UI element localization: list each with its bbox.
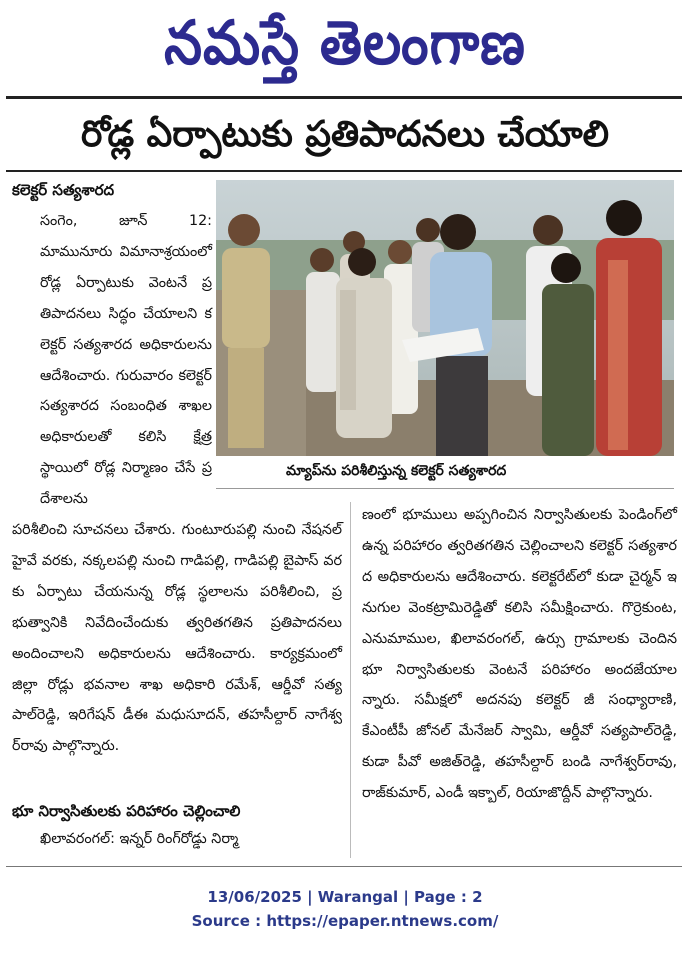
article-sub-lead: ఖిలావరంగల్: ఇన్నర్ రింగ్‌రోడ్డు నిర్మా	[40, 831, 239, 847]
article-column-foot	[12, 824, 342, 855]
footer-edition-info: 13/06/2025 | Warangal | Page : 2	[207, 888, 483, 906]
article-paragraph-right: ణంలో భూములు అప్పగించిన నిర్వాసితులకు పెండింగ్‌లో ఉన్న పరిహారం త్వరితగతిన చెల్లించాలని కలెక్టర్ సత్యశారద అధికారులను ఆదేశించారు. కలెక్టరేట్‌లో కుడా చైర్మన్ ఇనుగుల వెంకట్రామిరెడ్డితో కలిసి సమీక్షించారు. గొర్రెకుంట, ఎనుమాముల, ఖిలావరంగల్, ఉర్సు గ్రామాలకు చెందిన భూ నిర్వాసితులకు వెంటనే పరిహారం అందజేయాలన్నారు. సమీక్షలో అదనపు కలెక్టర్ జీ సంధ్యారాణి, కేఎంటీపీ జోనల్ మేనేజర్ స్వామి, ఆర్డీవో సత్యపాల్‌రెడ్డి, కుడా పీవో అజిత్‌రెడ్డి, తహసీల్దార్ బండి నాగేశ్వర్‌రావు, రాజ్‌కుమార్, ఎండీ ఇక్బాల్, రియాజొద్దీన్ పాల్గొన్నారు.	[362, 507, 677, 802]
column-divider	[350, 502, 351, 858]
masthead-logo: నమస్తే తెలంగాణ	[164, 7, 526, 78]
article-column-left	[12, 206, 212, 515]
article-lead-paragraph: సంగెం, జూన్ 12: మామునూరు విమానాశ్రయంలో రోడ్ల ఏర్పాటుకు వెంటనే ప్రతిపాదనలు సిద్ధం చేయాలని కలెక్టర్ సత్యశారద అధికారులను ఆదేశించారు. గురువారం కలెక్టర్ సత్యశారద సంబంధిత శాఖల అధికారులతో కలిసి క్షేత్రస్థాయిలో రోడ్ల నిర్మాణం చేసే ప్రదేశాలను	[40, 213, 212, 508]
article-photo	[216, 180, 674, 456]
photo-caption: మ్యాప్‌ను పరిశీలిస్తున్న కలెక్టర్ సత్యశారద	[286, 463, 507, 479]
article-byline: కలెక్టర్ సత్యశారద	[12, 181, 115, 199]
photo-illustration	[216, 180, 674, 456]
article-column-wide	[12, 515, 342, 762]
headline-rule	[6, 170, 682, 172]
masthead-rule	[6, 96, 682, 99]
masthead	[0, 0, 690, 88]
person-police	[222, 214, 270, 448]
footer-rule	[6, 866, 682, 867]
article-column-right	[362, 500, 677, 809]
footer-source-link[interactable]: Source : https://epaper.ntnews.com/	[191, 912, 499, 930]
article-paragraph: పరిశీలించి సూచనలు చేశారు. గుంటూరుపల్లి నుంచి నేషనల్ హైవే వరకు, నక్కలపల్లి నుంచి గాడిపల్లి, గాడిపల్లి బైపాస్ వరకు ఏర్పాటు చేయనున్న రోడ్ల స్థలాలను పరిశీలించి, ప్రభుత్వానికి నివేదించేందుకు త్వరితగతిన ప్రతిపాదనలు అందించాలని అధికారులను ఆదేశించారు. కార్యక్రమంలో జిల్లా రోడ్లు భవనాల శాఖ అధికారి రమేశ్, ఆర్డీవో సత్యపాల్‌రెడ్డి, ఇరిగేషన్ డీఈ మధుసూదన్, తహసీల్దార్ నాగేశ్వర్‌రావు పాల్గొన్నారు.	[12, 522, 342, 755]
article-subheading: భూ నిర్వాసితులకు పరిహారం చెల్లించాలి	[12, 802, 241, 820]
article-headline: రోడ్ల ఏర్పాటుకు ప్రతిపాదనలు చేయాలి	[80, 114, 610, 155]
photo-caption-bar	[216, 456, 674, 489]
